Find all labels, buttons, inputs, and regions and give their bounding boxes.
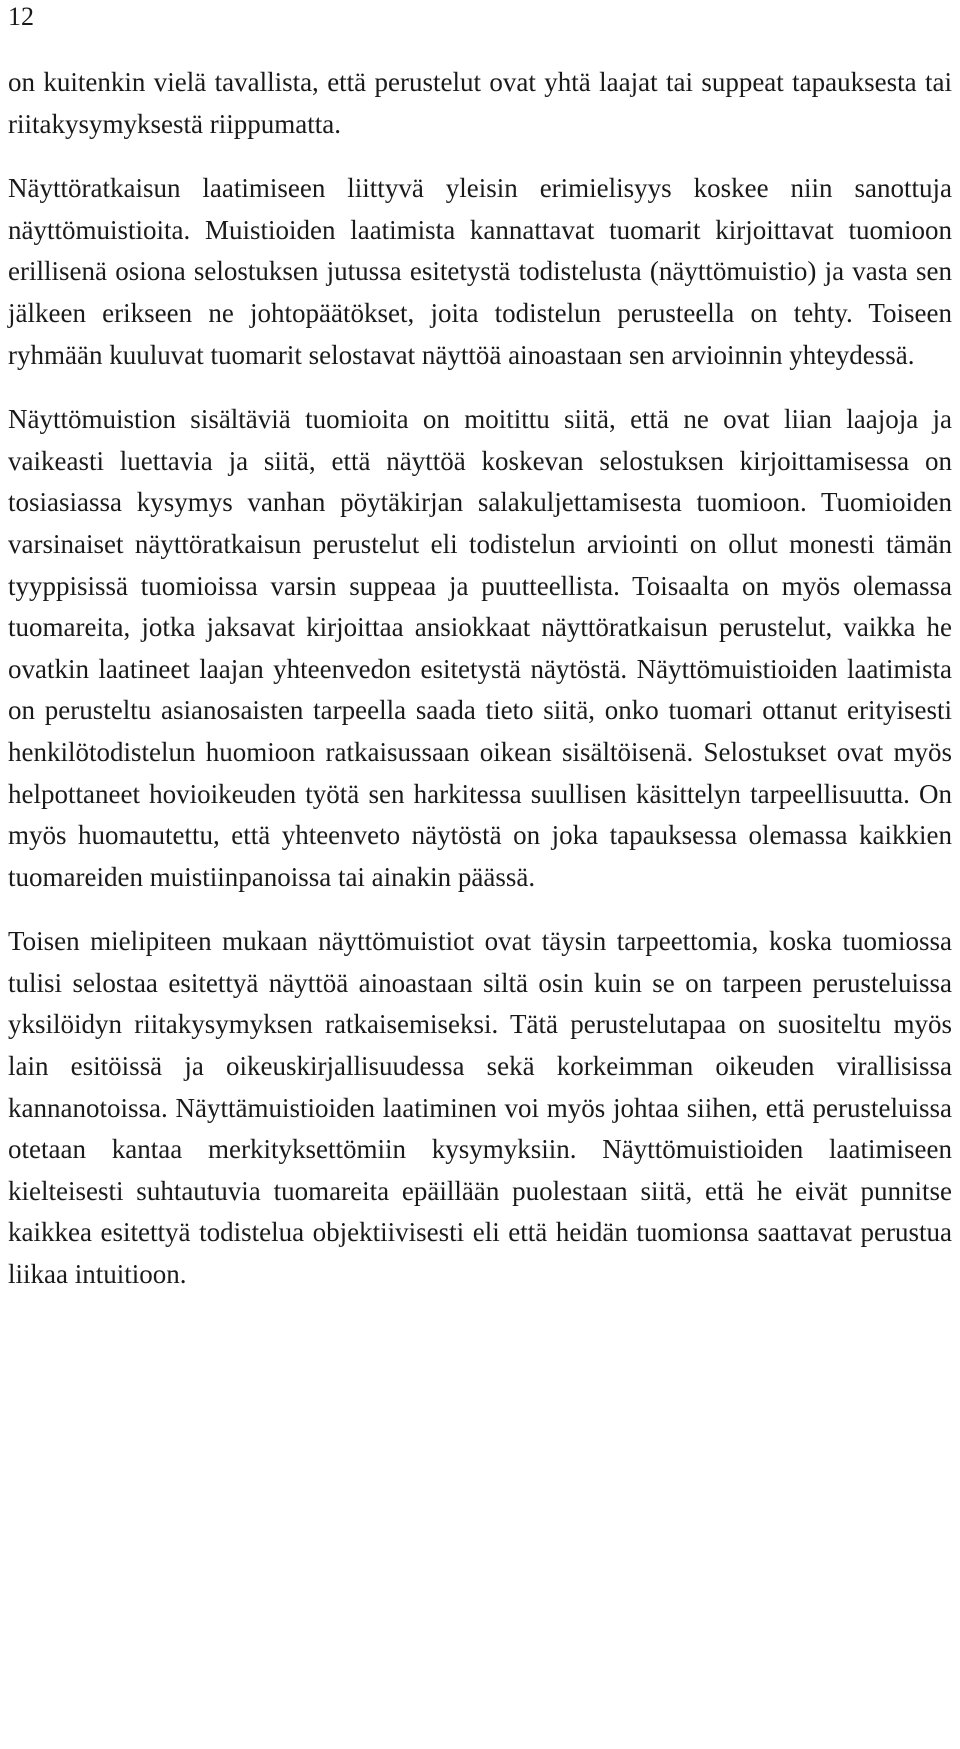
page-number: 12 <box>8 2 34 31</box>
paragraph: Näyttömuistion sisältäviä tuomioita on moitittu siitä, että ne ovat liian laajoja ja vaikeasti luettavia ja siitä, että näyttöä koskevan selostuksen kirjoittamisessa on tosiasiassa kysymys vanhan pöytäkirjan salakuljettamisesta tuomioon. Tuomioiden varsinaiset näyttöratkaisun perustelut eli todistelun arviointi on ollut monesti tämän tyyppisissä tuomioissa varsin suppeaa ja puutteellista. Toisaalta on myös olemassa tuomareita, jotka jaksavat kirjoittaa ansiokkaat näyttöratkaisun perustelut, vaikka he ovatkin laatineet laajan yhteenvedon esitetystä näytöstä. Näyttömuistioiden laatimista on perusteltu asianosaisten tarpeella saada tieto siitä, onko tuomari ottanut erityisesti henkilötodistelun huomioon ratkaisussaan oikean sisältöisenä. Selostukset ovat myös helpottaneet hovioikeuden työtä sen harkitessa suullisen käsittelyn tarpeellisuutta. On myös huomautettu, että yhteenveto näytöstä on joka tapauksessa olemassa kaikkien tuomareiden muistiinpanoissa tai ainakin päässä. <box>8 404 952 892</box>
body-text <box>8 62 952 1296</box>
paragraph: Toisen mielipiteen mukaan näyttömuistiot ovat täysin tarpeettomia, koska tuomiossa tulisi selostaa esitettyä näyttöä ainoastaan siltä osin kuin se on tarpeen perusteluissa yksilöidyn riitakysymyksen ratkaisemiseksi. Tätä perustelutapaa on suositeltu myös lain esitöissä ja oikeuskirjallisuudessa sekä korkeimman oikeuden virallisissa kannanotoissa. Näyttämuistioiden laatiminen voi myös johtaa siihen, että perusteluissa otetaan kantaa merkityksettömiin kysymyksiin. Näyttömuistioiden laatimiseen kielteisesti suhtautuvia tuomareita epäillään puolestaan siitä, että he eivät punnitse kaikkea esitettyä todistelua objektiivisesti eli että heidän tuomionsa saattavat perustua liikaa intuitioon. <box>8 926 952 1290</box>
paragraph: on kuitenkin vielä tavallista, että perustelut ovat yhtä laajat tai suppeat tapauksesta tai riitakysymyksestä riippumatta. <box>8 67 952 139</box>
paragraph: Näyttöratkaisun laatimiseen liittyvä yleisin erimielisyys koskee niin sanottuja näyttömuistioita. Muistioiden laatimista kannattavat tuomarit kirjoittavat tuomioon erillisenä osiona selostuksen jutussa esitetystä todistelusta (näyttömuistio) ja vasta sen jälkeen erikseen ne johtopäätökset, joita todistelun perusteella on tehty. Toiseen ryhmään kuuluvat tuomarit selostavat näyttöä ainoastaan sen arvioinnin yhteydessä. <box>8 173 952 370</box>
